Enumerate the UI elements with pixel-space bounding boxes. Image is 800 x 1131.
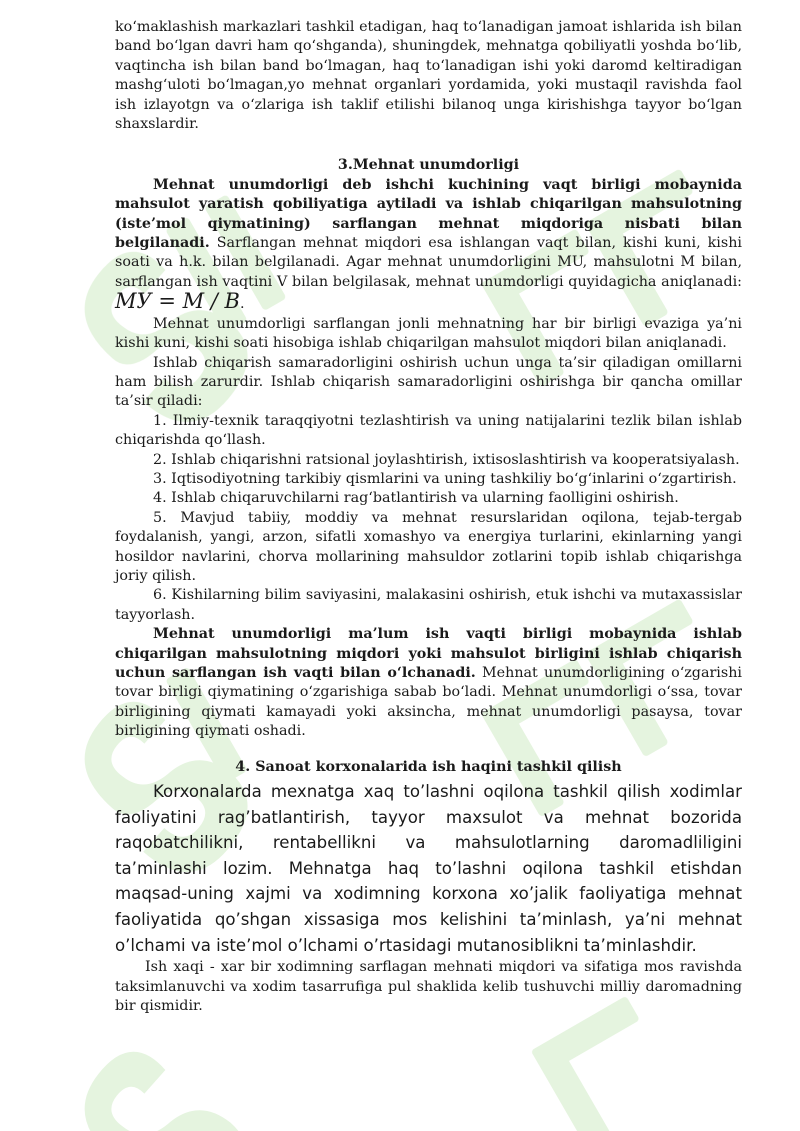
section-4-heading: 4. Sanoat korxonalarida ish haqini tashkil qilish <box>235 758 622 775</box>
section-3-paragraph-1 <box>115 176 742 315</box>
definition-bold-text: Mehnat unumdorligi deb ishchi kuchining vaqt birligi mobaynida mahsulot yaratish qobiliyatiga aytiladi va ishlab chiqarilgan mahsulotning (iste’mol qiymatining) sarflangan mehnat miqdoriga nisbati bilan belgilanadi. <box>115 176 742 252</box>
section-3-paragraph-2: Mehnat unumdorligi sarflangan jonli mehnatning har bir birligi evaziga ya’ni kishi kuni, kishi soati hisobiga ishlab chiqarilgan mahsulot miqdori bilan aniqlanadi. <box>115 315 742 352</box>
section-4-paragraph-2: Ish xaqi - xar bir xodimning sarflagan mehnati miqdori va sifatiga mos ravishda taksimlanuvchi va xodim tasarrufiga pul shaklida kelib tushuvchi milliy daromadning bir qismidir. <box>115 959 742 1014</box>
section-3-paragraph-4 <box>115 625 742 741</box>
factor-list-item-4: 4. Ishlab chiqaruvchilarni rag‘batlantirish va ularning faolligini oshirish. <box>153 490 679 507</box>
factor-list-item-2: 2. Ishlab chiqarishni ratsional joylashtirish, ixtisoslashtirish va kooperatsiyalash. <box>153 451 740 468</box>
document-body <box>115 18 742 1016</box>
section-4-paragraph-1: Korxonalarda mexnatga xaq to’lashni oqilona tashkil qilish xodimlar faoliyatini rag’batlantirish, tayyor maxsulot va mehnat bozorida raqobatchilikni, rentabellikni va mahsulotlarning daromadliligini ta’minlashi lozim. Mehnatga haq to’lashni oqilona tashkil etishdan maqsad-uning xajmi va xodimning korxona xo’jalik faoliyatiga mehnat faoliyatida qo’shgan xissasiga mos kelishini ta’minlash, ya’ni mehnat o’lchami va iste’mol o’lchami o’rtasidagi mutanosiblikni ta’minlashdir. <box>115 782 742 955</box>
definition-text: Sarflangan mehnat miqdori esa ishlangan vaqt bilan, kishi kuni, kishi soati va h.k. bilan belgilanadi. Agar mehnat unumdorligini MU, mahsulotni M bilan, sarflangan ish vaqtini V bilan belgilasak, mehnat unumdorligi quyidagicha aniqlanadi: <box>115 235 742 290</box>
factor-list-item-3: 3. Iqtisodiyotning tarkibiy qismlarini va uning tashkiliy bo‘g‘inlarini o‘zgartirish. <box>153 470 737 487</box>
productivity-formula: МУ = М / В <box>115 289 240 314</box>
intro-paragraph: ko‘maklashish markazlari tashkil etadigan, haq to‘lanadigan jamoat ishlarida ish bilan band bo‘lgan davri ham qo‘shganda), shuningdek, mehnatga qobiliyatli yoshda bo‘lib, vaqtincha ish bilan band bo‘lmagan, haq to‘lanadigan ishi yoki daromd keltiradigan mashg‘uloti bo‘lmagan,yo mehnat organlari yordamida, yoki mustaqil ravishda faol ish izlayotgn va o‘zlariga ish taklif etilishi bilanoq unga kirishishga tayyor bo‘lgan shaxslardir. <box>115 19 742 133</box>
section-3-heading: 3.Mehnat unumdorligi <box>337 157 520 174</box>
measurement-bold-text: Mehnat unumdorligi ma’lum ish vaqti birligi mobaynida ishlab chiqarilgan mahsulotning miqdori yoki mahsulot birligini ishlab chiqarish uchun sarflangan ish vaqti bilan o‘lchanadi. <box>115 626 742 681</box>
factor-list-item-1: 1. Ilmiy-texnik taraqqiyotni tezlashtirish va uning natijalarini tezlik bilan ishlab chiqarishda qo‘llash. <box>115 412 742 449</box>
formula-period: . <box>240 296 245 313</box>
factor-list-item-5: 5. Mavjud tabiiy, moddiy va mehnat resurslaridan oqilona, tejab-tergab foydalanish, yangi, arzon, sifatli xomashyo va energiya turlarini, ekinlarning yangi hosildor navlarini, chorva mollarining mahsuldor zotlarini topib ishlab chiqarishga joriy qilish. <box>115 509 742 584</box>
section-3-paragraph-3: Ishlab chiqarish samaradorligini oshirish uchun unga ta’sir qiladigan omillarni ham bilish zarurdir. Ishlab chiqarish samaradorligini oshirishga bir qancha omillar ta’sir qiladi: <box>115 354 742 410</box>
factor-list-item-6: 6. Kishilarning bilim saviyasini, malakasini oshirish, etuk ishchi va mutaxassislar tayyorlash. <box>115 587 742 623</box>
measurement-text: Mehnat unumdorligining o‘zgarishi tovar birligi qiymatining o‘zgarishiga sabab bo‘ladi. Mehnat unumdorligi o‘ssa, tovar birligining qiymati kamayadi yoki aksincha, mehnat unumdorligi pasaysa, tovar birligining qiymati oshadi. <box>115 665 742 740</box>
